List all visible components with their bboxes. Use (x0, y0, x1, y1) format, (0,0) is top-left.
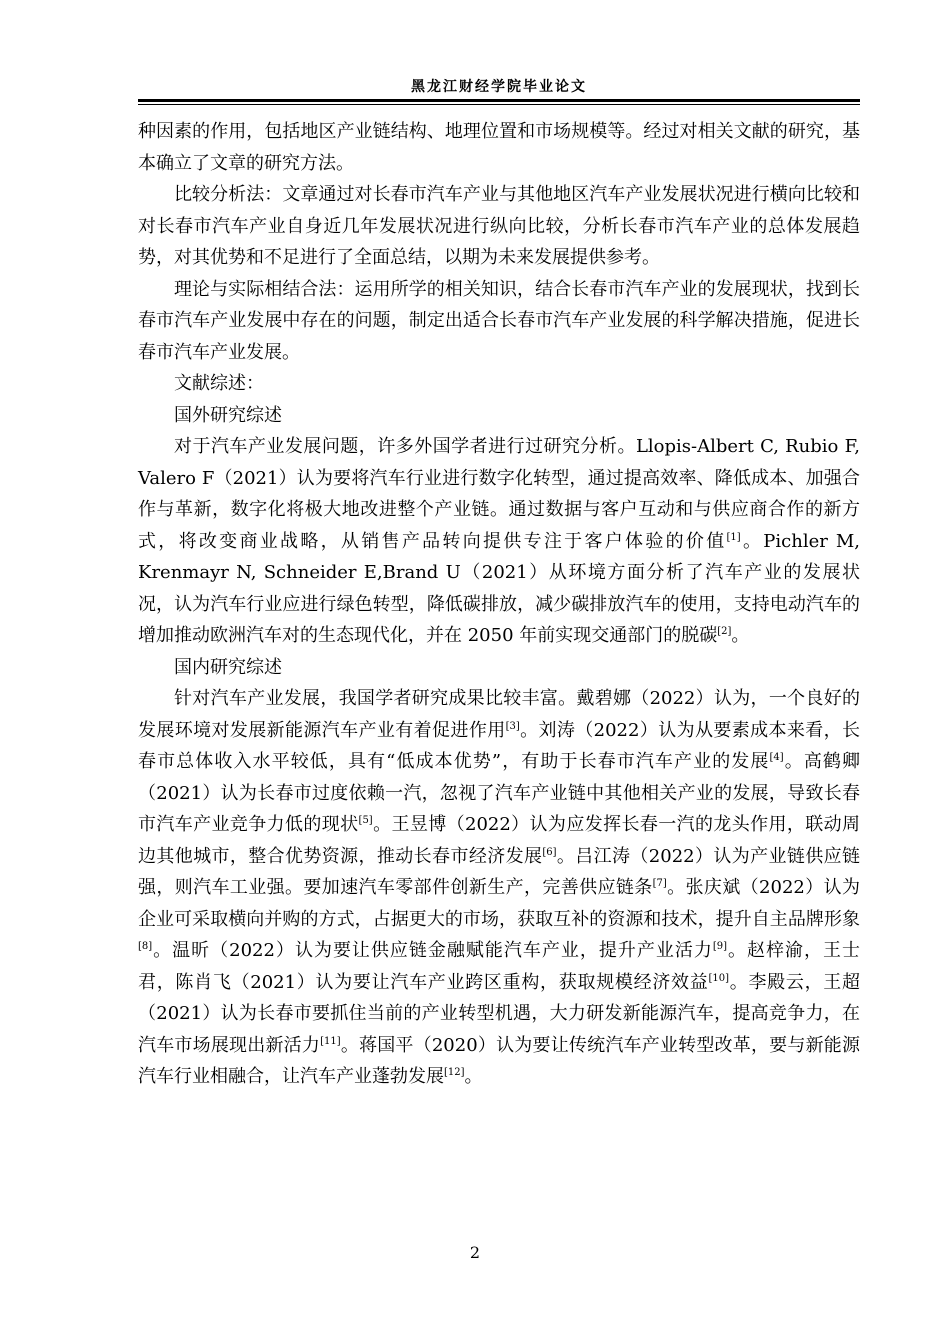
citation-marker: [10] (708, 972, 730, 984)
citation-marker: [3] (505, 720, 520, 732)
citation-marker: [6] (542, 846, 557, 858)
text-run: 针对汽车产业发展，我国学者研究成果比较丰富。戴碧娜（2022）认为，一个良好的发展环境对发展新能源汽车产业有着促进作用 (138, 688, 860, 741)
text-run: 。温昕（2022）认为要让供应链金融赋能汽车产业，提升产业活力 (152, 940, 713, 961)
citation-marker: [11] (320, 1035, 341, 1047)
paragraph-p2: 比较分析法：文章通过对长春市汽车产业与其他地区汽车产业发展状况进行横向比较和对长春市汽车产业自身近几年发展状况进行纵向比较，分析长春市汽车产业的总体发展趋势，对其优势和不足进行了全面总结，以期为未来发展提供参考。 (138, 184, 860, 268)
citation-marker: [2] (717, 626, 732, 637)
text-run: 。李殿云，王超（2021）认为长春市要抓住当前的产业转型机遇，大力研发新能源汽车，提高竞争力，在汽车市场展现出新活力 (138, 971, 861, 1056)
document-body (138, 116, 860, 1093)
citation-marker: [4] (769, 752, 784, 763)
paragraph-p4: 文献综述： (174, 373, 264, 394)
text-run: 。王昱博（2022）认为应发挥长春一汽的龙头作用，联动周边其他城市，整合优势资源，推动长春市经济发展 (138, 814, 860, 867)
text-run: 。高鹤卿（2021）认为长春市过度依赖一汽，忽视了汽车产业链中其他相关产业的发展，导致长春市汽车产业竞争力低的现状 (138, 751, 861, 835)
text-run: 对于汽车产业发展问题，许多外国学者进行过研究分析。Llopis-Albert C, Rubio F, Valero F（2021）认为要将汽车行业进行数字化转型，通过提高效率、降低成本、加强合作与革新，数字化将极大地改进整个产业链。通过数据与客户互动和与供应商合作的新方式，将改变商业战略，从销售产品转向提供专注于客户体验的价值 (138, 436, 860, 552)
paragraph-p1: 种因素的作用，包括地区产业链结构、地理位置和市场规模等。经过对相关文献的研究，基本确立了文章的研究方法。 (138, 121, 860, 174)
text-run: 。吕江涛（2022）认为产业链供应链强，则汽车工业强。要加速汽车零部件创新生产，完善供应链条 (138, 845, 861, 898)
text-run: 。赵梓渝，王士君，陈肖飞（2021）认为要让汽车产业跨区重构，获取规模经济效益 (138, 940, 861, 993)
text-run: 。蒋国平（2020）认为要让传统汽车产业转型改革，要与新能源汽车行业相融合，让汽车产业蓬勃发展 (138, 1034, 861, 1087)
text-run: 。张庆斌（2022）认为企业可采取横向并购的方式，占据更大的市场，获取互补的资源和技术，提升自主品牌形象 (138, 877, 860, 930)
text-run: 。 (464, 1066, 483, 1087)
paragraph-p8 (138, 683, 860, 1093)
citation-marker: [7] (652, 878, 667, 889)
citation-marker: [5] (358, 815, 373, 826)
page-number: 2 (469, 1243, 481, 1262)
citation-marker: [9] (712, 941, 728, 952)
text-run: 。Pichler M, Krenmayr N, Schneider E,Brand U（2021）从环境方面分析了汽车产业的发展状况，认为汽车行业应进行绿色转型，降低碳排放，减少碳排放汽车的使用，支持电动汽车的增加推动欧洲汽车对的生态现代化，并在 2050 年前实现交通部门的脱碳 (138, 530, 860, 646)
page-header-title: 黑龙江财经学院毕业论文 (411, 79, 587, 95)
text-run: 。刘涛（2022）认为从要素成本来看，长春市总体收入水平较低，具有“低成本优势”，有助于长春市汽车产业的发展 (138, 719, 860, 772)
header-rule-thick (138, 99, 860, 102)
header-rule-thin (138, 104, 860, 105)
paragraph-p5: 国外研究综述 (174, 404, 282, 426)
text-run: 。 (731, 625, 750, 646)
citation-marker: [12] (444, 1067, 465, 1078)
paragraph-p6 (138, 431, 860, 652)
paragraph-p3: 理论与实际相结合法：运用所学的相关知识，结合长春市汽车产业的发展现状，找到长春市汽车产业发展中存在的问题，制定出适合长春市汽车产业发展的科学解决措施，促进长春市汽车产业发展。 (138, 278, 860, 363)
paragraph-p7: 国内研究综述 (174, 656, 282, 678)
citation-marker: [1] (726, 531, 741, 543)
citation-marker: [8] (138, 941, 153, 952)
